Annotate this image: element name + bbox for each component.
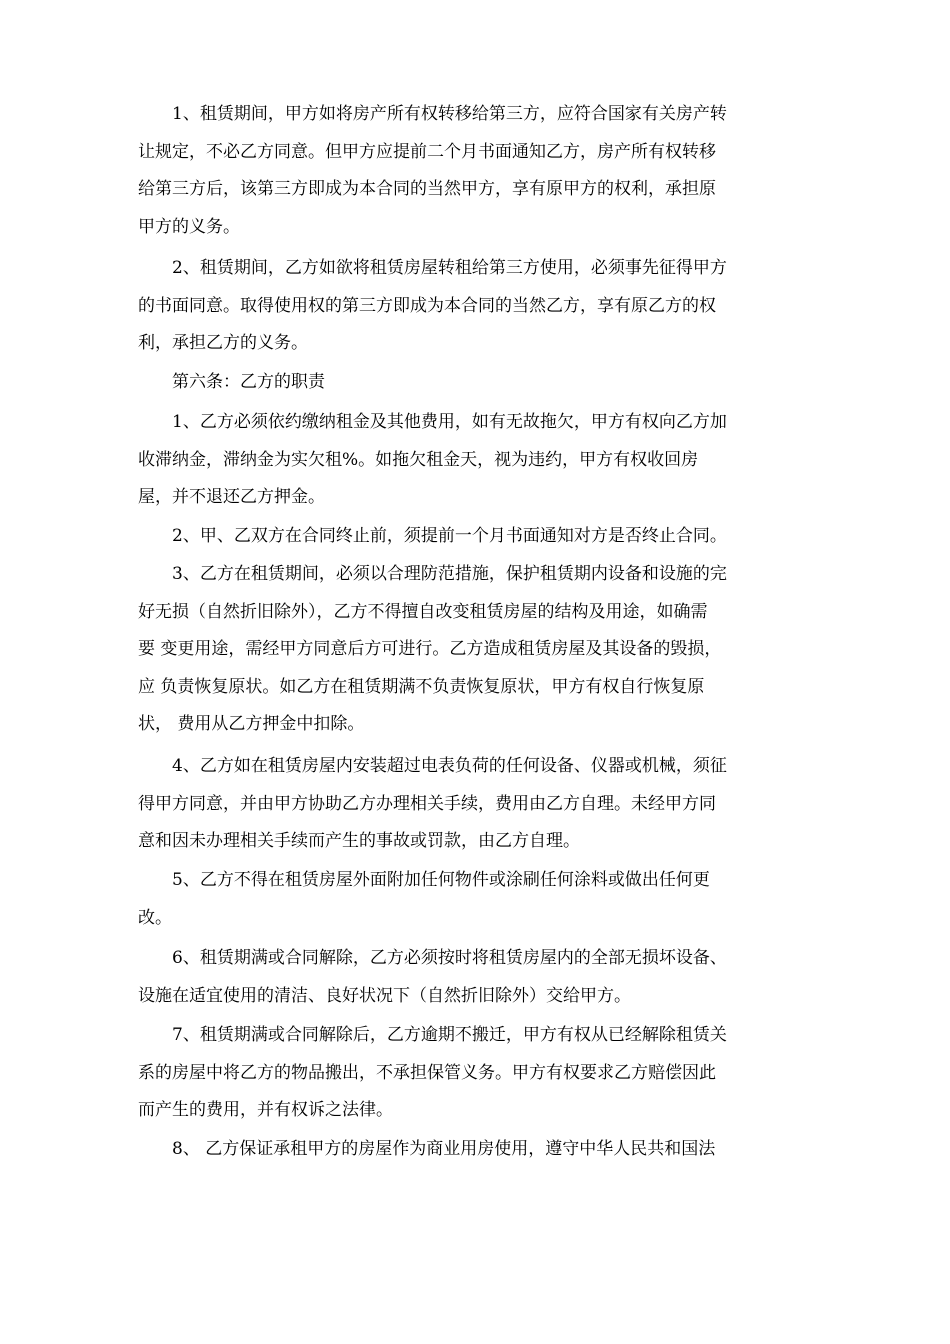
text-line: 5、乙方不得在租赁房屋外面附加任何物件或涂刷任何涂料或做出任何更 [138, 870, 710, 890]
text-line: 第六条：乙方的职责 [138, 372, 325, 392]
text-line: 2、租赁期间，乙方如欲将租赁房屋转租给第三方使用，必须事先征得甲方 [138, 258, 727, 278]
text-line: 状， 费用从乙方押金中扣除。 [138, 714, 365, 734]
paragraph-10 [138, 1131, 810, 1169]
paragraph-1 [138, 96, 810, 246]
text-line: 而产生的费用，并有权诉之法律。 [138, 1100, 393, 1120]
text-line: 3、乙方在租赁期间，必须以合理防范措施，保护租赁期内设备和设施的完 [138, 564, 727, 584]
section-heading [138, 364, 810, 402]
text-line: 屋，并不退还乙方押金。 [138, 487, 325, 507]
paragraph-6 [138, 748, 810, 861]
text-line: 利，承担乙方的义务。 [138, 333, 308, 353]
text-line: 甲方的义务。 [138, 216, 240, 237]
text-line: 改。 [138, 907, 172, 928]
paragraph-8 [138, 940, 810, 1015]
text-line: 1、租赁期间，甲方如将房产所有权转移给第三方，应符合国家有关房产转 [138, 104, 727, 124]
text-line: 1、乙方必须依约缴纳租金及其他费用，如有无故拖欠，甲方有权向乙方加 [138, 412, 727, 432]
paragraph-2 [138, 250, 810, 363]
text-line: 7、租赁期满或合同解除后，乙方逾期不搬迁，甲方有权从已经解除租赁关 [138, 1025, 727, 1045]
text-line: 的书面同意。取得使用权的第三方即成为本合同的当然乙方，享有原乙方的权 [138, 295, 716, 316]
paragraph-5 [138, 556, 810, 744]
text-line: 好无损（自然折旧除外），乙方不得擅自改变租赁房屋的结构及用途，如确需 [138, 601, 708, 622]
text-line: 意和因未办理相关手续而产生的事故或罚款，由乙方自理。 [138, 831, 580, 851]
paragraph-7 [138, 862, 810, 937]
text-line: 8、 乙方保证承租甲方的房屋作为商业用房使用，遵守中华人民共和国法 [138, 1139, 716, 1159]
text-line: 要 变更用途，需经甲方同意后方可进行。乙方造成租赁房屋及其设备的毁损， [138, 639, 722, 659]
text-line: 系的房屋中将乙方的物品搬出，不承担保管义务。甲方有权要求乙方赔偿因此 [138, 1062, 716, 1083]
text-line: 4、乙方如在租赁房屋内安装超过电表负荷的任何设备、仪器或机械，须征 [138, 756, 727, 776]
paragraph-3 [138, 404, 810, 517]
paragraph-4 [138, 518, 810, 556]
text-line: 给第三方后，该第三方即成为本合同的当然甲方，享有原甲方的权利，承担原 [138, 179, 716, 199]
text-line: 6、租赁期满或合同解除，乙方必须按时将租赁房屋内的全部无损坏设备、 [138, 948, 727, 968]
text-line: 应 负责恢复原状。如乙方在租赁期满不负责恢复原状，甲方有权自行恢复原 [138, 676, 705, 697]
paragraph-9 [138, 1017, 810, 1130]
text-line: 设施在适宜使用的清洁、良好状况下（自然折旧除外）交给甲方。 [138, 985, 631, 1006]
text-line: 收滞纳金，滞纳金为实欠租%。如拖欠租金天，视为违约，甲方有权收回房 [138, 449, 699, 470]
text-line: 让规定，不必乙方同意。但甲方应提前二个月书面通知乙方，房产所有权转移 [138, 141, 716, 162]
text-line: 得甲方同意，并由甲方协助乙方办理相关手续，费用由乙方自理。未经甲方同 [138, 793, 716, 814]
text-line: 2、甲、乙双方在合同终止前，须提前一个月书面通知对方是否终止合同。 [138, 526, 727, 546]
